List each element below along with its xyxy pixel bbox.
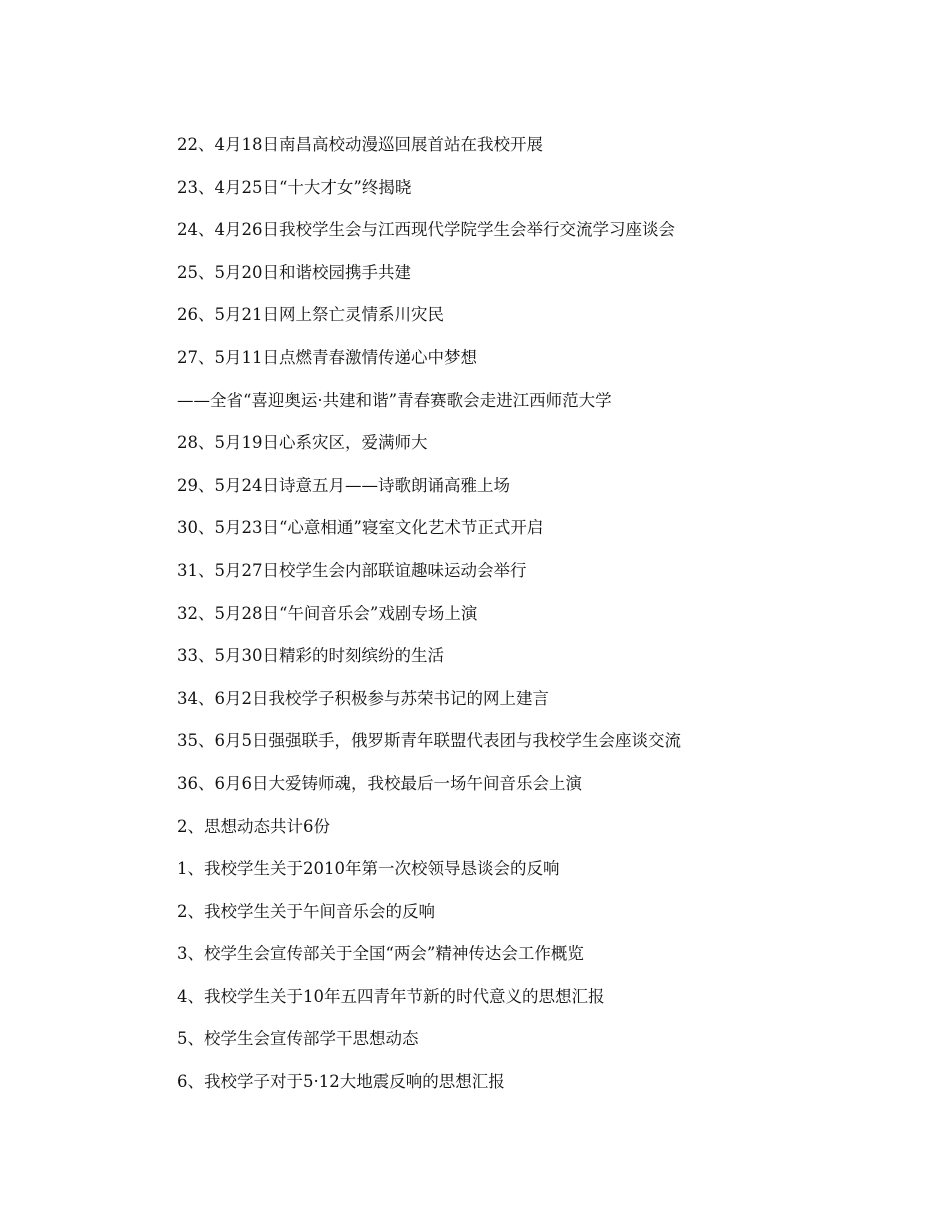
event-item-34: 34、6月2日我校学子积极参与苏荣书记的网上建言 [177,688,549,708]
event-item-28: 28、5月19日心系灾区，爱满师大 [177,433,428,453]
report-item-1: 1、我校学生关于2010年第一次校领导恳谈会的反响 [177,859,560,879]
event-item-25: 25、5月20日和谐校园携手共建 [177,262,411,282]
document-body [177,131,917,1111]
event-item-31: 31、5月27日校学生会内部联谊趣味运动会举行 [177,560,527,580]
event-item-23: 23、4月25日“十大才女”终揭晓 [177,177,412,197]
event-item-35: 35、6月5日强强联手，俄罗斯青年联盟代表团与我校学生会座谈交流 [177,731,681,751]
report-item-3: 3、校学生会宣传部关于全国“两会”精神传达会工作概览 [177,944,584,964]
report-item-2: 2、我校学生关于午间音乐会的反响 [177,901,435,921]
event-item-26: 26、5月21日网上祭亡灵情系川灾民 [177,305,444,325]
event-item-33: 33、5月30日精彩的时刻缤纷的生活 [177,646,444,666]
event-item-30: 30、5月23日“心意相通”寝室文化艺术节正式开启 [177,518,544,538]
event-item-36: 36、6月6日大爱铸师魂，我校最后一场午间音乐会上演 [177,773,582,793]
event-item-32: 32、5月28日“午间音乐会”戏剧专场上演 [177,603,478,623]
report-item-4: 4、我校学生关于10年五四青年节新的时代意义的思想汇报 [177,986,605,1006]
event-item-24: 24、4月26日我校学生会与江西现代学院学生会举行交流学习座谈会 [177,220,675,240]
report-item-6: 6、我校学子对于5·12大地震反响的思想汇报 [177,1072,505,1092]
report-item-5: 5、校学生会宣传部学干思想动态 [177,1029,419,1049]
event-item-27: 27、5月11日点燃青春激情传递心中梦想 [177,347,477,367]
event-item-27-subtitle: ——全省“喜迎奥运·共建和谐”青春赛歌会走进江西师范大学 [177,390,612,410]
event-item-22: 22、4月18日南昌高校动漫巡回展首站在我校开展 [177,135,543,154]
section-heading-thought-reports: 2、思想动态共计6份 [177,816,330,836]
event-item-29: 29、5月24日诗意五月——诗歌朗诵高雅上场 [177,475,510,495]
